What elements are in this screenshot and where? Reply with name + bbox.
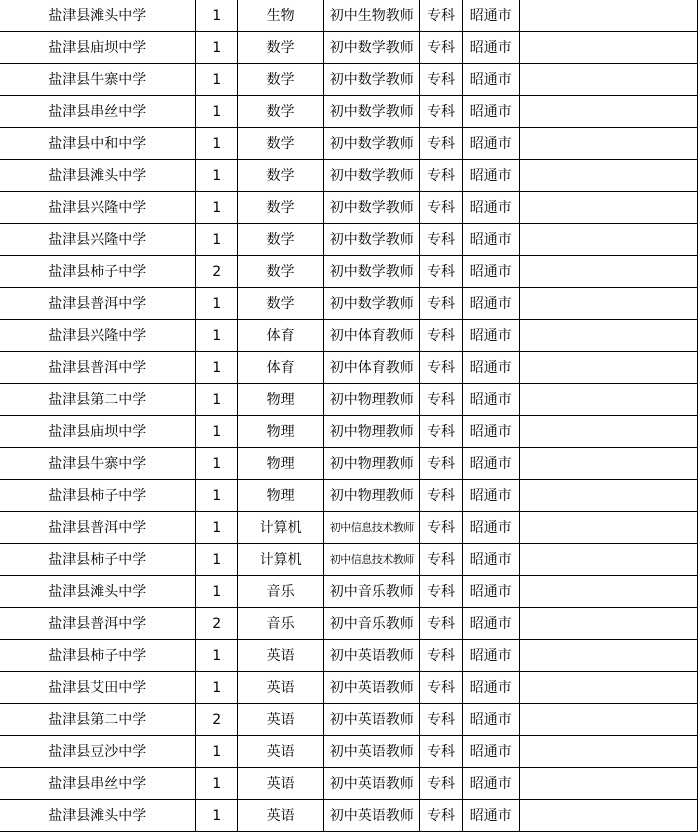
cell-education: 专科 <box>420 608 463 640</box>
cell-post: 初中数学教师 <box>324 288 420 320</box>
cell-subject: 英语 <box>237 640 323 672</box>
table-row <box>0 32 698 64</box>
cell-post: 初中体育教师 <box>324 320 420 352</box>
cell-count: 2 <box>196 256 238 288</box>
cell-school: 盐津县串丝中学 <box>0 768 196 800</box>
cell-city: 昭通市 <box>462 640 519 672</box>
cell-school: 盐津县牛寨中学 <box>0 448 196 480</box>
cell-post: 初中数学教师 <box>324 64 420 96</box>
cell-empty <box>519 544 697 576</box>
table-row <box>0 160 698 192</box>
cell-count: 1 <box>196 128 238 160</box>
cell-city: 昭通市 <box>462 672 519 704</box>
cell-empty <box>519 736 697 768</box>
cell-city: 昭通市 <box>462 352 519 384</box>
cell-post: 初中物理教师 <box>324 416 420 448</box>
cell-education: 专科 <box>420 736 463 768</box>
cell-city: 昭通市 <box>462 608 519 640</box>
cell-school: 盐津县普洱中学 <box>0 512 196 544</box>
cell-city: 昭通市 <box>462 320 519 352</box>
cell-subject: 计算机 <box>237 544 323 576</box>
cell-count: 1 <box>196 640 238 672</box>
cell-city: 昭通市 <box>462 160 519 192</box>
cell-post: 初中英语教师 <box>324 768 420 800</box>
cell-school: 盐津县柿子中学 <box>0 640 196 672</box>
table-row <box>0 0 698 32</box>
cell-empty <box>519 96 697 128</box>
table-row <box>0 256 698 288</box>
cell-city: 昭通市 <box>462 736 519 768</box>
cell-city: 昭通市 <box>462 192 519 224</box>
cell-school: 盐津县第二中学 <box>0 704 196 736</box>
table-row <box>0 128 698 160</box>
cell-city: 昭通市 <box>462 384 519 416</box>
cell-count: 1 <box>196 768 238 800</box>
cell-subject: 英语 <box>237 704 323 736</box>
cell-city: 昭通市 <box>462 128 519 160</box>
cell-education: 专科 <box>420 640 463 672</box>
cell-education: 专科 <box>420 288 463 320</box>
cell-school: 盐津县豆沙中学 <box>0 736 196 768</box>
cell-count: 2 <box>196 704 238 736</box>
cell-empty <box>519 640 697 672</box>
cell-school: 盐津县庙坝中学 <box>0 32 196 64</box>
cell-empty <box>519 576 697 608</box>
table-row <box>0 320 698 352</box>
cell-count: 1 <box>196 800 238 832</box>
cell-school: 盐津县兴隆中学 <box>0 224 196 256</box>
cell-empty <box>519 64 697 96</box>
cell-subject: 数学 <box>237 160 323 192</box>
cell-empty <box>519 416 697 448</box>
table-row <box>0 736 698 768</box>
cell-empty <box>519 192 697 224</box>
cell-subject: 数学 <box>237 64 323 96</box>
cell-count: 1 <box>196 416 238 448</box>
cell-school: 盐津县艾田中学 <box>0 672 196 704</box>
cell-subject: 物理 <box>237 448 323 480</box>
cell-subject: 音乐 <box>237 608 323 640</box>
cell-count: 1 <box>196 64 238 96</box>
cell-education: 专科 <box>420 352 463 384</box>
cell-count: 1 <box>196 96 238 128</box>
cell-education: 专科 <box>420 64 463 96</box>
cell-education: 专科 <box>420 96 463 128</box>
cell-count: 1 <box>196 512 238 544</box>
cell-post: 初中数学教师 <box>324 192 420 224</box>
cell-city: 昭通市 <box>462 32 519 64</box>
cell-post: 初中音乐教师 <box>324 608 420 640</box>
cell-subject: 物理 <box>237 384 323 416</box>
cell-count: 1 <box>196 672 238 704</box>
table-row <box>0 608 698 640</box>
cell-post: 初中数学教师 <box>324 256 420 288</box>
cell-education: 专科 <box>420 256 463 288</box>
table-row <box>0 576 698 608</box>
cell-subject: 生物 <box>237 0 323 32</box>
cell-post: 初中体育教师 <box>324 352 420 384</box>
cell-school: 盐津县普洱中学 <box>0 288 196 320</box>
cell-post: 初中数学教师 <box>324 224 420 256</box>
cell-education: 专科 <box>420 672 463 704</box>
cell-school: 盐津县滩头中学 <box>0 0 196 32</box>
cell-education: 专科 <box>420 512 463 544</box>
table-row <box>0 96 698 128</box>
cell-subject: 物理 <box>237 416 323 448</box>
cell-education: 专科 <box>420 160 463 192</box>
cell-empty <box>519 352 697 384</box>
table-row <box>0 288 698 320</box>
cell-city: 昭通市 <box>462 704 519 736</box>
cell-city: 昭通市 <box>462 224 519 256</box>
cell-school: 盐津县柿子中学 <box>0 544 196 576</box>
cell-city: 昭通市 <box>462 800 519 832</box>
cell-subject: 数学 <box>237 128 323 160</box>
table-row <box>0 704 698 736</box>
cell-post: 初中英语教师 <box>324 736 420 768</box>
cell-education: 专科 <box>420 448 463 480</box>
cell-city: 昭通市 <box>462 448 519 480</box>
cell-education: 专科 <box>420 192 463 224</box>
cell-city: 昭通市 <box>462 576 519 608</box>
cell-education: 专科 <box>420 128 463 160</box>
table-row <box>0 224 698 256</box>
cell-subject: 数学 <box>237 192 323 224</box>
cell-subject: 英语 <box>237 736 323 768</box>
cell-subject: 英语 <box>237 672 323 704</box>
table-row <box>0 384 698 416</box>
cell-empty <box>519 256 697 288</box>
cell-school: 盐津县普洱中学 <box>0 352 196 384</box>
cell-empty <box>519 128 697 160</box>
cell-empty <box>519 448 697 480</box>
cell-count: 1 <box>196 736 238 768</box>
cell-post: 初中英语教师 <box>324 704 420 736</box>
table-row <box>0 800 698 832</box>
cell-post: 初中信息技术教师 <box>324 544 420 576</box>
cell-education: 专科 <box>420 0 463 32</box>
cell-post: 初中物理教师 <box>324 448 420 480</box>
cell-city: 昭通市 <box>462 0 519 32</box>
table-row <box>0 192 698 224</box>
cell-subject: 数学 <box>237 96 323 128</box>
cell-education: 专科 <box>420 544 463 576</box>
cell-count: 1 <box>196 384 238 416</box>
cell-empty <box>519 224 697 256</box>
cell-education: 专科 <box>420 384 463 416</box>
cell-subject: 计算机 <box>237 512 323 544</box>
table-row <box>0 416 698 448</box>
cell-empty <box>519 288 697 320</box>
cell-empty <box>519 384 697 416</box>
cell-city: 昭通市 <box>462 256 519 288</box>
cell-count: 1 <box>196 288 238 320</box>
cell-empty <box>519 608 697 640</box>
cell-education: 专科 <box>420 480 463 512</box>
table-row <box>0 480 698 512</box>
cell-city: 昭通市 <box>462 288 519 320</box>
table-row <box>0 544 698 576</box>
cell-post: 初中生物教师 <box>324 0 420 32</box>
cell-empty <box>519 512 697 544</box>
cell-subject: 物理 <box>237 480 323 512</box>
cell-city: 昭通市 <box>462 96 519 128</box>
cell-post: 初中数学教师 <box>324 160 420 192</box>
cell-subject: 数学 <box>237 288 323 320</box>
cell-empty <box>519 160 697 192</box>
cell-count: 2 <box>196 608 238 640</box>
cell-education: 专科 <box>420 576 463 608</box>
cell-post: 初中音乐教师 <box>324 576 420 608</box>
cell-education: 专科 <box>420 416 463 448</box>
cell-education: 专科 <box>420 768 463 800</box>
cell-school: 盐津县中和中学 <box>0 128 196 160</box>
cell-count: 1 <box>196 576 238 608</box>
cell-empty <box>519 32 697 64</box>
cell-school: 盐津县兴隆中学 <box>0 192 196 224</box>
table-row <box>0 640 698 672</box>
cell-education: 专科 <box>420 704 463 736</box>
cell-post: 初中英语教师 <box>324 640 420 672</box>
cell-school: 盐津县庙坝中学 <box>0 416 196 448</box>
cell-post: 初中英语教师 <box>324 672 420 704</box>
table-row <box>0 768 698 800</box>
cell-city: 昭通市 <box>462 64 519 96</box>
cell-empty <box>519 480 697 512</box>
cell-school: 盐津县滩头中学 <box>0 160 196 192</box>
cell-post: 初中数学教师 <box>324 128 420 160</box>
cell-subject: 音乐 <box>237 576 323 608</box>
cell-school: 盐津县柿子中学 <box>0 256 196 288</box>
table-row <box>0 64 698 96</box>
cell-post: 初中物理教师 <box>324 480 420 512</box>
cell-count: 1 <box>196 160 238 192</box>
cell-post: 初中数学教师 <box>324 96 420 128</box>
cell-subject: 体育 <box>237 352 323 384</box>
cell-empty <box>519 672 697 704</box>
cell-post: 初中数学教师 <box>324 32 420 64</box>
cell-empty <box>519 768 697 800</box>
cell-count: 1 <box>196 320 238 352</box>
cell-school: 盐津县第二中学 <box>0 384 196 416</box>
cell-education: 专科 <box>420 32 463 64</box>
cell-school: 盐津县滩头中学 <box>0 800 196 832</box>
cell-city: 昭通市 <box>462 512 519 544</box>
table-row <box>0 672 698 704</box>
cell-city: 昭通市 <box>462 544 519 576</box>
cell-count: 1 <box>196 0 238 32</box>
cell-empty <box>519 704 697 736</box>
cell-empty <box>519 320 697 352</box>
cell-subject: 体育 <box>237 320 323 352</box>
cell-count: 1 <box>196 32 238 64</box>
cell-school: 盐津县兴隆中学 <box>0 320 196 352</box>
cell-empty <box>519 0 697 32</box>
cell-school: 盐津县牛寨中学 <box>0 64 196 96</box>
cell-city: 昭通市 <box>462 480 519 512</box>
table-row <box>0 448 698 480</box>
cell-post: 初中信息技术教师 <box>324 512 420 544</box>
cell-post: 初中英语教师 <box>324 800 420 832</box>
cell-school: 盐津县滩头中学 <box>0 576 196 608</box>
cell-count: 1 <box>196 224 238 256</box>
cell-post: 初中物理教师 <box>324 384 420 416</box>
cell-city: 昭通市 <box>462 768 519 800</box>
table-row <box>0 352 698 384</box>
cell-subject: 数学 <box>237 32 323 64</box>
cell-school: 盐津县柿子中学 <box>0 480 196 512</box>
cell-count: 1 <box>196 544 238 576</box>
cell-subject: 数学 <box>237 256 323 288</box>
cell-count: 1 <box>196 480 238 512</box>
cell-school: 盐津县串丝中学 <box>0 96 196 128</box>
table-row <box>0 512 698 544</box>
cell-subject: 英语 <box>237 800 323 832</box>
cell-education: 专科 <box>420 320 463 352</box>
cell-empty <box>519 800 697 832</box>
cell-count: 1 <box>196 448 238 480</box>
cell-count: 1 <box>196 352 238 384</box>
cell-school: 盐津县普洱中学 <box>0 608 196 640</box>
cell-city: 昭通市 <box>462 416 519 448</box>
cell-subject: 数学 <box>237 224 323 256</box>
cell-subject: 英语 <box>237 768 323 800</box>
cell-education: 专科 <box>420 800 463 832</box>
cell-education: 专科 <box>420 224 463 256</box>
cell-count: 1 <box>196 192 238 224</box>
